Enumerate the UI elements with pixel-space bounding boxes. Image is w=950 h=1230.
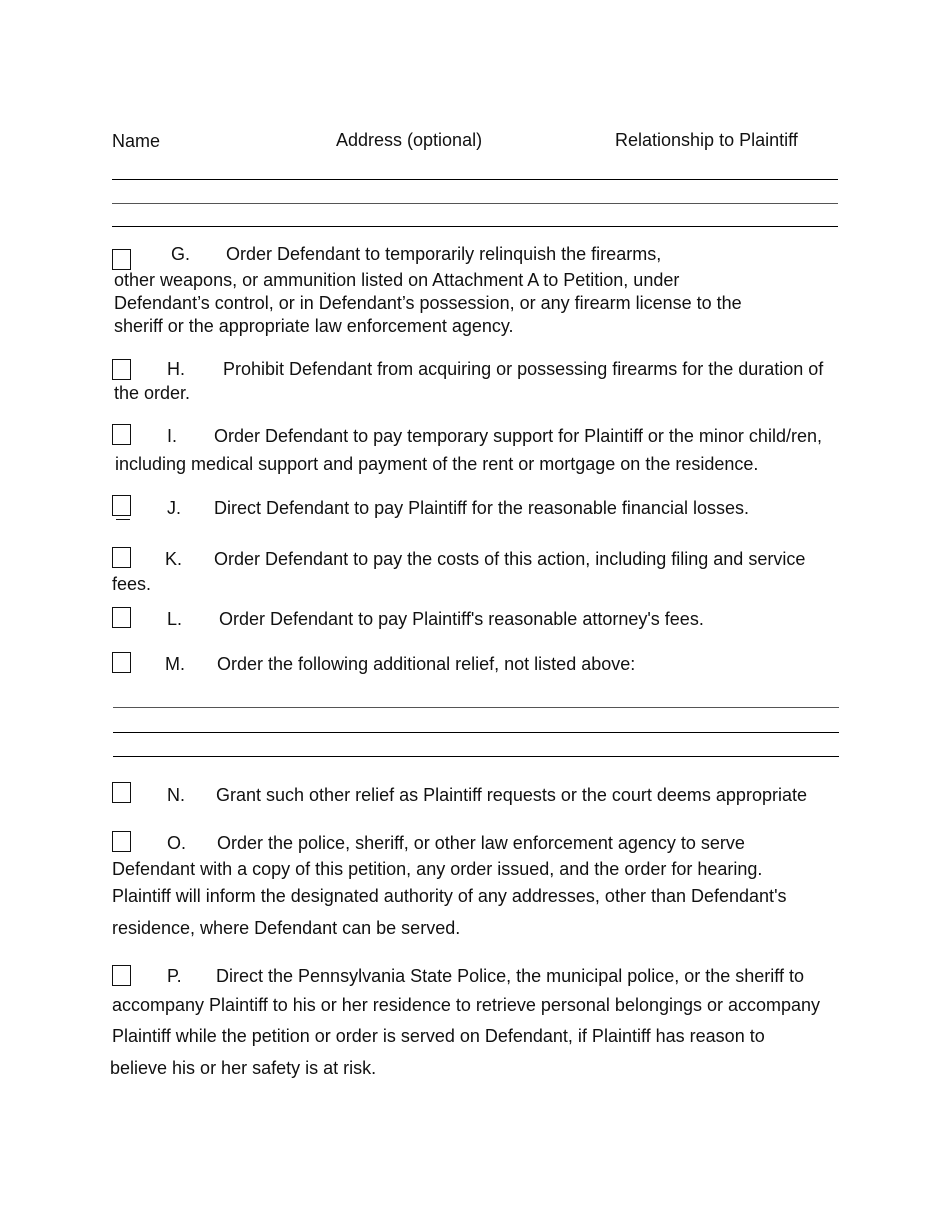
item-o-line-1: Order the police, sheriff, or other law enforcement agency to serve: [217, 833, 745, 853]
checkbox-j-underline: [116, 519, 130, 520]
checkbox-m[interactable]: [112, 652, 131, 673]
item-l-letter: L.: [167, 609, 183, 629]
item-p-line-2: accompany Plaintiff to his or her residence to retrieve personal belongings or accompany: [112, 995, 821, 1015]
additional-relief-line-2[interactable]: [113, 732, 839, 733]
item-k-letter: K.: [165, 549, 183, 569]
item-n-letter: N.: [167, 785, 185, 805]
person-line-2[interactable]: [112, 203, 838, 204]
item-p-line-4: believe his or her safety is at risk.: [110, 1058, 377, 1078]
item-p-letter: P.: [167, 966, 182, 986]
checkbox-p[interactable]: [112, 965, 131, 986]
checkbox-i[interactable]: [112, 424, 131, 445]
item-i-line-1: Order Defendant to pay temporary support for Plaintiff or the minor child/ren,: [214, 426, 822, 446]
item-h-line-1: Prohibit Defendant from acquiring or possessing firearms for the duration of: [223, 359, 824, 379]
checkbox-k[interactable]: [112, 547, 131, 568]
checkbox-h[interactable]: [112, 359, 131, 380]
item-h-letter: H.: [167, 359, 185, 379]
item-g-letter: G.: [171, 244, 191, 264]
item-i-line-2: including medical support and payment of the rent or mortgage on the residence.: [115, 454, 759, 474]
header-address: Address (optional): [336, 130, 483, 150]
item-i-letter: I.: [167, 426, 178, 446]
item-p-line-3: Plaintiff while the petition or order is served on Defendant, if Plaintiff has reason to: [112, 1026, 765, 1046]
item-m-line-1: Order the following additional relief, not listed above:: [217, 654, 636, 674]
item-j-line-1: Direct Defendant to pay Plaintiff for the reasonable financial losses.: [214, 498, 749, 518]
item-g-line-3: Defendant’s control, or in Defendant’s possession, or any firearm license to the: [114, 293, 742, 313]
item-k-line-1: Order Defendant to pay the costs of this action, including filing and service: [214, 549, 806, 569]
header-name: Name: [112, 131, 161, 151]
item-h-line-2: the order.: [114, 383, 191, 403]
item-g-line-2: other weapons, or ammunition listed on Attachment A to Petition, under: [114, 270, 680, 290]
item-k-line-2: fees.: [112, 574, 152, 594]
item-m-letter: M.: [165, 654, 185, 674]
item-n-line-1: Grant such other relief as Plaintiff requests or the court deems appropriate: [216, 785, 807, 805]
item-o-line-4: residence, where Defendant can be served.: [112, 918, 461, 938]
item-p-line-1: Direct the Pennsylvania State Police, the municipal police, or the sheriff to: [216, 966, 804, 986]
checkbox-n[interactable]: [112, 782, 131, 803]
header-relationship: Relationship to Plaintiff: [615, 130, 798, 150]
additional-relief-line-1[interactable]: [113, 707, 839, 708]
item-g-line-4: sheriff or the appropriate law enforcement agency.: [114, 316, 514, 336]
person-line-1[interactable]: [112, 179, 838, 180]
item-l-line-1: Order Defendant to pay Plaintiff's reasonable attorney's fees.: [219, 609, 704, 629]
checkbox-j[interactable]: [112, 495, 131, 516]
item-j-letter: J.: [167, 498, 182, 518]
item-o-letter: O.: [167, 833, 187, 853]
item-o-line-3: Plaintiff will inform the designated authority of any addresses, other than Defendant's: [112, 886, 787, 906]
additional-relief-line-3[interactable]: [113, 756, 839, 757]
checkbox-g[interactable]: [112, 249, 131, 270]
person-line-3[interactable]: [112, 226, 838, 227]
checkbox-l[interactable]: [112, 607, 131, 628]
item-g-line-1: Order Defendant to temporarily relinquish the firearms,: [226, 244, 662, 264]
checkbox-o[interactable]: [112, 831, 131, 852]
item-o-line-2: Defendant with a copy of this petition, any order issued, and the order for hearing.: [112, 859, 763, 879]
